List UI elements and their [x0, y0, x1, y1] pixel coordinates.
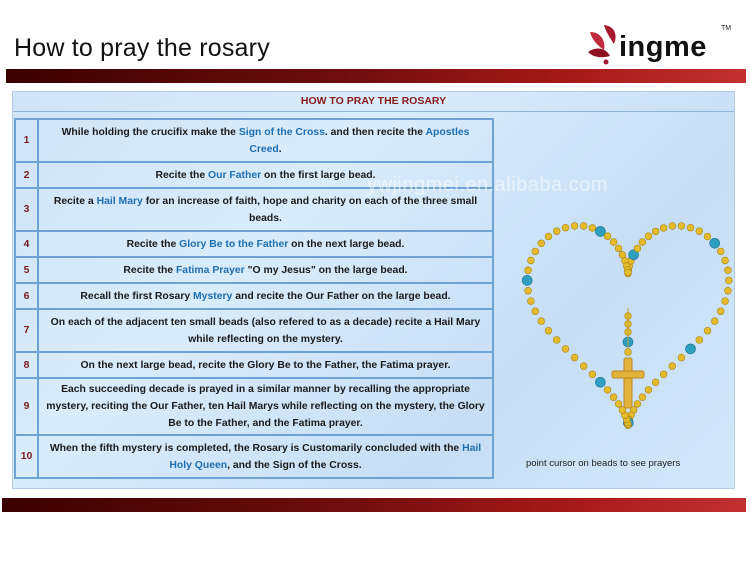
step-text-segment: Recite the	[155, 169, 209, 181]
step-row	[15, 231, 493, 257]
prayer-link[interactable]: Our Father	[208, 169, 262, 181]
step-number: 3	[15, 188, 38, 231]
prayer-link[interactable]: Hail Holy Queen	[169, 442, 482, 471]
step-text	[38, 352, 493, 378]
small-bead[interactable]	[571, 223, 578, 230]
small-bead[interactable]	[669, 363, 676, 370]
step-text	[38, 435, 493, 478]
rosary-beads-icon[interactable]	[518, 190, 738, 470]
small-bead[interactable]	[711, 318, 718, 325]
step-text-segment: , and the Sign of the Cross.	[227, 459, 362, 471]
small-bead[interactable]	[532, 248, 539, 255]
small-bead[interactable]	[704, 233, 711, 240]
step-text-segment: .	[278, 143, 282, 155]
small-bead[interactable]	[610, 394, 617, 401]
top-divider-bar	[6, 69, 746, 83]
small-bead[interactable]	[678, 223, 685, 230]
step-text-segment: Recite the	[126, 238, 180, 250]
small-bead[interactable]	[528, 257, 535, 264]
small-bead[interactable]	[660, 225, 667, 232]
small-bead[interactable]	[532, 308, 539, 315]
step-text	[38, 257, 493, 283]
small-bead[interactable]	[639, 394, 646, 401]
small-bead[interactable]	[725, 277, 732, 284]
large-bead[interactable]	[522, 275, 532, 285]
logo-trademark: TM	[721, 25, 732, 32]
small-bead[interactable]	[645, 233, 652, 240]
step-row	[15, 309, 493, 352]
small-bead[interactable]	[562, 346, 569, 353]
small-bead[interactable]	[528, 298, 535, 305]
small-bead[interactable]	[615, 245, 622, 252]
step-number: 1	[15, 119, 38, 162]
small-bead[interactable]	[634, 401, 641, 408]
step-number: 9	[15, 378, 38, 435]
small-bead[interactable]	[722, 298, 729, 305]
panel-header: HOW TO PRAY THE ROSARY	[13, 92, 734, 112]
small-bead[interactable]	[610, 239, 617, 246]
crucifix-icon	[612, 358, 644, 408]
step-number: 5	[15, 257, 38, 283]
small-bead[interactable]	[589, 371, 596, 378]
small-bead[interactable]	[652, 228, 659, 235]
small-bead[interactable]	[604, 233, 611, 240]
small-bead[interactable]	[562, 224, 569, 231]
small-bead[interactable]	[717, 248, 724, 255]
logo	[584, 22, 734, 68]
small-bead[interactable]	[553, 337, 560, 344]
step-text	[38, 119, 493, 162]
large-bead[interactable]	[595, 226, 605, 236]
small-bead[interactable]	[538, 318, 545, 325]
small-bead[interactable]	[634, 245, 641, 252]
step-number: 2	[15, 162, 38, 188]
step-text-segment: Recite the	[123, 264, 176, 276]
step-text-segment: When the fifth mystery is completed, the Rosary is Customarily concluded with the	[49, 442, 463, 454]
small-bead[interactable]	[687, 224, 694, 231]
step-text	[38, 162, 493, 188]
step-row	[15, 119, 493, 162]
step-text-segment: . and then recite the	[324, 126, 426, 138]
prayer-link[interactable]: Hail Mary	[96, 195, 143, 207]
small-bead[interactable]	[615, 401, 622, 408]
step-text-segment: Each succeeding decade is prayed in a similar manner by recalling the appropriate mystery, reciting the Our Father, ten Hail Marys while reflecting on the mystery, the Glory Be to the Father, and the Fatima prayer.	[46, 384, 485, 429]
small-bead[interactable]	[704, 327, 711, 334]
small-bead[interactable]	[545, 233, 552, 240]
large-bead[interactable]	[686, 344, 696, 354]
step-number: 10	[15, 435, 38, 478]
step-row	[15, 162, 493, 188]
small-bead[interactable]	[545, 327, 552, 334]
small-bead[interactable]	[571, 354, 578, 361]
step-text-segment: for an increase of faith, hope and charity on each of the three small beads.	[142, 195, 478, 224]
step-number: 7	[15, 309, 38, 352]
step-number: 8	[15, 352, 38, 378]
steps-table	[14, 118, 494, 479]
page-title: How to pray the rosary	[14, 34, 270, 62]
logo-text: ingme	[619, 31, 707, 63]
small-bead[interactable]	[660, 371, 667, 378]
step-row	[15, 283, 493, 309]
small-bead[interactable]	[725, 267, 732, 274]
bottom-divider-bar	[2, 498, 746, 512]
small-bead[interactable]	[625, 349, 632, 356]
rosary-caption: point cursor on beads to see prayers	[526, 458, 681, 469]
step-text-segment: On the next large bead, recite the Glory Be to the Father, the Fatima prayer.	[80, 359, 451, 371]
small-bead[interactable]	[652, 379, 659, 386]
prayer-link[interactable]: Apostles Creed	[249, 126, 470, 155]
step-row	[15, 188, 493, 231]
prayer-link[interactable]: Sign of the Cross	[238, 126, 325, 138]
step-text-segment: Recite a	[53, 195, 97, 207]
small-bead[interactable]	[645, 387, 652, 394]
small-bead[interactable]	[639, 239, 646, 246]
step-row	[15, 378, 493, 435]
small-bead[interactable]	[525, 267, 532, 274]
small-bead[interactable]	[725, 287, 732, 294]
prayer-link[interactable]: Fatima Prayer	[175, 264, 245, 276]
logo-mark-icon	[584, 22, 624, 66]
step-text-segment: "O my Jesus" on the large bead.	[244, 264, 408, 276]
step-text	[38, 231, 493, 257]
step-text-segment: and recite the Our Father on the large bead.	[232, 290, 451, 302]
step-row	[15, 257, 493, 283]
step-number: 4	[15, 231, 38, 257]
step-text-segment: on the next large bead.	[288, 238, 405, 250]
small-bead[interactable]	[589, 225, 596, 232]
small-bead[interactable]	[696, 337, 703, 344]
small-bead[interactable]	[696, 228, 703, 235]
step-row	[15, 352, 493, 378]
step-text-segment: On each of the adjacent ten small beads (also refered to as a decade) recite a Hail Mary while reflecting on the mystery.	[50, 316, 481, 345]
small-bead[interactable]	[722, 257, 729, 264]
step-text	[38, 283, 493, 309]
small-bead[interactable]	[678, 354, 685, 361]
step-row	[15, 435, 493, 478]
step-text	[38, 378, 493, 435]
step-text-segment: on the first large bead.	[261, 169, 376, 181]
small-bead[interactable]	[580, 363, 587, 370]
step-text-segment: While holding the crucifix make the	[61, 126, 239, 138]
small-bead[interactable]	[553, 228, 560, 235]
small-bead[interactable]	[538, 240, 545, 247]
step-number: 6	[15, 283, 38, 309]
watermark: ywjingmei.en.alibaba.com	[367, 174, 609, 196]
prayer-link[interactable]: Glory Be to the Father	[179, 238, 289, 250]
large-bead[interactable]	[710, 238, 720, 248]
small-bead[interactable]	[525, 287, 532, 294]
step-text	[38, 188, 493, 231]
step-text	[38, 309, 493, 352]
small-bead[interactable]	[669, 223, 676, 230]
rosary-panel	[12, 91, 735, 489]
small-bead[interactable]	[604, 387, 611, 394]
small-bead[interactable]	[580, 223, 587, 230]
small-bead[interactable]	[625, 269, 632, 276]
large-bead[interactable]	[595, 377, 605, 387]
step-text-segment: Recall the first Rosary	[80, 290, 194, 302]
small-bead[interactable]	[717, 308, 724, 315]
prayer-link[interactable]: Mystery	[193, 290, 233, 302]
